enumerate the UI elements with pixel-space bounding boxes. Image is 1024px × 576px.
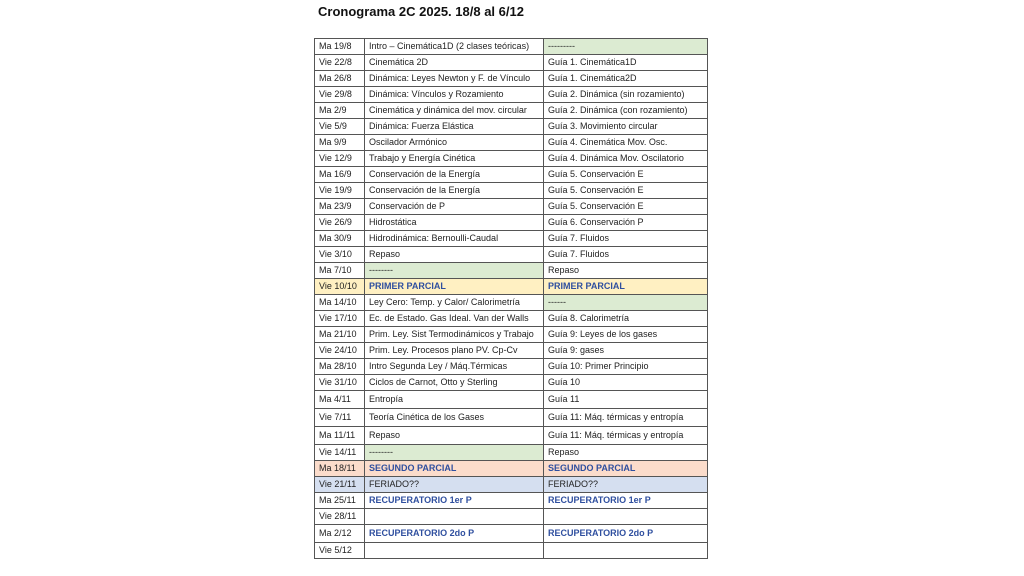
date-cell: Ma 4/11 xyxy=(315,391,365,409)
table-row xyxy=(315,167,708,183)
table-row xyxy=(315,477,708,493)
guide-cell: Guía 9: Leyes de los gases xyxy=(544,327,708,343)
date-cell: Vie 24/10 xyxy=(315,343,365,359)
topic-cell: Cinemática y dinámica del mov. circular xyxy=(365,103,544,119)
topic-cell: Ley Cero: Temp. y Calor/ Calorimetría xyxy=(365,295,544,311)
guide-cell: Guía 1. Cinemática1D xyxy=(544,55,708,71)
date-cell: Vie 17/10 xyxy=(315,311,365,327)
topic-cell: Trabajo y Energía Cinética xyxy=(365,151,544,167)
guide-cell: --------- xyxy=(544,39,708,55)
topic-cell: Ec. de Estado. Gas Ideal. Van der Walls xyxy=(365,311,544,327)
date-cell: Ma 11/11 xyxy=(315,427,365,445)
topic-cell: -------- xyxy=(365,445,544,461)
date-cell: Ma 21/10 xyxy=(315,327,365,343)
table-row xyxy=(315,427,708,445)
table-row xyxy=(315,199,708,215)
topic-cell: RECUPERATORIO 2do P xyxy=(365,525,544,543)
table-row xyxy=(315,279,708,295)
guide-cell: Repaso xyxy=(544,263,708,279)
guide-cell: Guía 2. Dinámica (sin rozamiento) xyxy=(544,87,708,103)
date-cell: Vie 26/9 xyxy=(315,215,365,231)
guide-cell: Guía 4. Cinemática Mov. Osc. xyxy=(544,135,708,151)
table-row xyxy=(315,295,708,311)
table-row xyxy=(315,119,708,135)
table-row xyxy=(315,215,708,231)
date-cell: Ma 23/9 xyxy=(315,199,365,215)
date-cell: Ma 28/10 xyxy=(315,359,365,375)
table-row xyxy=(315,55,708,71)
table-row xyxy=(315,183,708,199)
table-row xyxy=(315,359,708,375)
topic-cell: Conservación de la Energía xyxy=(365,183,544,199)
guide-cell xyxy=(544,509,708,525)
date-cell: Vie 5/12 xyxy=(315,543,365,559)
topic-cell: Repaso xyxy=(365,427,544,445)
guide-cell: Guía 5. Conservación E xyxy=(544,199,708,215)
topic-cell: FERIADO?? xyxy=(365,477,544,493)
table-row xyxy=(315,543,708,559)
table-row xyxy=(315,87,708,103)
date-cell: Vie 29/8 xyxy=(315,87,365,103)
topic-cell xyxy=(365,509,544,525)
date-cell: Ma 16/9 xyxy=(315,167,365,183)
guide-cell xyxy=(544,543,708,559)
table-row xyxy=(315,509,708,525)
topic-cell: RECUPERATORIO 1er P xyxy=(365,493,544,509)
date-cell: Ma 18/11 xyxy=(315,461,365,477)
table-row xyxy=(315,247,708,263)
topic-cell: Dinámica: Leyes Newton y F. de Vínculo xyxy=(365,71,544,87)
guide-cell: RECUPERATORIO 1er P xyxy=(544,493,708,509)
guide-cell: Guía 8. Calorimetría xyxy=(544,311,708,327)
date-cell: Ma 25/11 xyxy=(315,493,365,509)
date-cell: Ma 19/8 xyxy=(315,39,365,55)
table-row xyxy=(315,493,708,509)
date-cell: Ma 9/9 xyxy=(315,135,365,151)
table-row xyxy=(315,103,708,119)
table-row xyxy=(315,231,708,247)
topic-cell: Prim. Ley. Procesos plano PV. Cp-Cv xyxy=(365,343,544,359)
date-cell: Vie 5/9 xyxy=(315,119,365,135)
date-cell: Ma 30/9 xyxy=(315,231,365,247)
guide-cell: Guía 4. Dinámica Mov. Oscilatorio xyxy=(544,151,708,167)
guide-cell: FERIADO?? xyxy=(544,477,708,493)
topic-cell: Ciclos de Carnot, Otto y Sterling xyxy=(365,375,544,391)
date-cell: Vie 10/10 xyxy=(315,279,365,295)
table-row xyxy=(315,461,708,477)
guide-cell: Guía 11: Máq. térmicas y entropía xyxy=(544,409,708,427)
topic-cell: Hidrostática xyxy=(365,215,544,231)
guide-cell: RECUPERATORIO 2do P xyxy=(544,525,708,543)
guide-cell: Guía 2. Dinámica (con rozamiento) xyxy=(544,103,708,119)
table-row xyxy=(315,445,708,461)
table-row xyxy=(315,39,708,55)
topic-cell: Cinemática 2D xyxy=(365,55,544,71)
topic-cell: Prim. Ley. Sist Termodinámicos y Trabajo xyxy=(365,327,544,343)
guide-cell: Guía 11 xyxy=(544,391,708,409)
date-cell: Ma 7/10 xyxy=(315,263,365,279)
topic-cell: SEGUNDO PARCIAL xyxy=(365,461,544,477)
topic-cell: Dinámica: Vínculos y Rozamiento xyxy=(365,87,544,103)
schedule-table xyxy=(314,38,708,559)
table-row xyxy=(315,375,708,391)
date-cell: Vie 12/9 xyxy=(315,151,365,167)
topic-cell: Teoría Cinética de los Gases xyxy=(365,409,544,427)
topic-cell xyxy=(365,543,544,559)
date-cell: Vie 31/10 xyxy=(315,375,365,391)
table-row xyxy=(315,525,708,543)
topic-cell: Repaso xyxy=(365,247,544,263)
guide-cell: Guía 10 xyxy=(544,375,708,391)
page-title: Cronograma 2C 2025. 18/8 al 6/12 xyxy=(318,4,524,19)
table-row xyxy=(315,151,708,167)
guide-cell: SEGUNDO PARCIAL xyxy=(544,461,708,477)
date-cell: Ma 14/10 xyxy=(315,295,365,311)
guide-cell: Guía 3. Movimiento circular xyxy=(544,119,708,135)
guide-cell: Repaso xyxy=(544,445,708,461)
date-cell: Vie 7/11 xyxy=(315,409,365,427)
guide-cell: Guía 5. Conservación E xyxy=(544,167,708,183)
topic-cell: Oscilador Armónico xyxy=(365,135,544,151)
guide-cell: Guía 7. Fluidos xyxy=(544,247,708,263)
topic-cell: Conservación de la Energía xyxy=(365,167,544,183)
date-cell: Vie 28/11 xyxy=(315,509,365,525)
date-cell: Vie 3/10 xyxy=(315,247,365,263)
date-cell: Ma 26/8 xyxy=(315,71,365,87)
topic-cell: PRIMER PARCIAL xyxy=(365,279,544,295)
table-row xyxy=(315,311,708,327)
schedule-body xyxy=(315,39,708,559)
date-cell: Ma 2/12 xyxy=(315,525,365,543)
table-row xyxy=(315,135,708,151)
topic-cell: -------- xyxy=(365,263,544,279)
table-row xyxy=(315,263,708,279)
date-cell: Vie 14/11 xyxy=(315,445,365,461)
guide-cell: ------ xyxy=(544,295,708,311)
guide-cell: Guía 6. Conservación P xyxy=(544,215,708,231)
date-cell: Vie 22/8 xyxy=(315,55,365,71)
topic-cell: Dinámica: Fuerza Elástica xyxy=(365,119,544,135)
topic-cell: Conservación de P xyxy=(365,199,544,215)
table-row xyxy=(315,343,708,359)
date-cell: Ma 2/9 xyxy=(315,103,365,119)
guide-cell: Guía 7. Fluidos xyxy=(544,231,708,247)
date-cell: Vie 21/11 xyxy=(315,477,365,493)
guide-cell: Guía 1. Cinemática2D xyxy=(544,71,708,87)
table-row xyxy=(315,409,708,427)
topic-cell: Hidrodinámica: Bernoulli-Caudal xyxy=(365,231,544,247)
topic-cell: Entropía xyxy=(365,391,544,409)
topic-cell: Intro Segunda Ley / Máq.Térmicas xyxy=(365,359,544,375)
topic-cell: Intro – Cinemática1D (2 clases teóricas) xyxy=(365,39,544,55)
date-cell: Vie 19/9 xyxy=(315,183,365,199)
table-row xyxy=(315,327,708,343)
table-row xyxy=(315,71,708,87)
guide-cell: Guía 11: Máq. térmicas y entropía xyxy=(544,427,708,445)
guide-cell: Guía 5. Conservación E xyxy=(544,183,708,199)
guide-cell: PRIMER PARCIAL xyxy=(544,279,708,295)
table-row xyxy=(315,391,708,409)
guide-cell: Guía 9: gases xyxy=(544,343,708,359)
guide-cell: Guía 10: Primer Principio xyxy=(544,359,708,375)
